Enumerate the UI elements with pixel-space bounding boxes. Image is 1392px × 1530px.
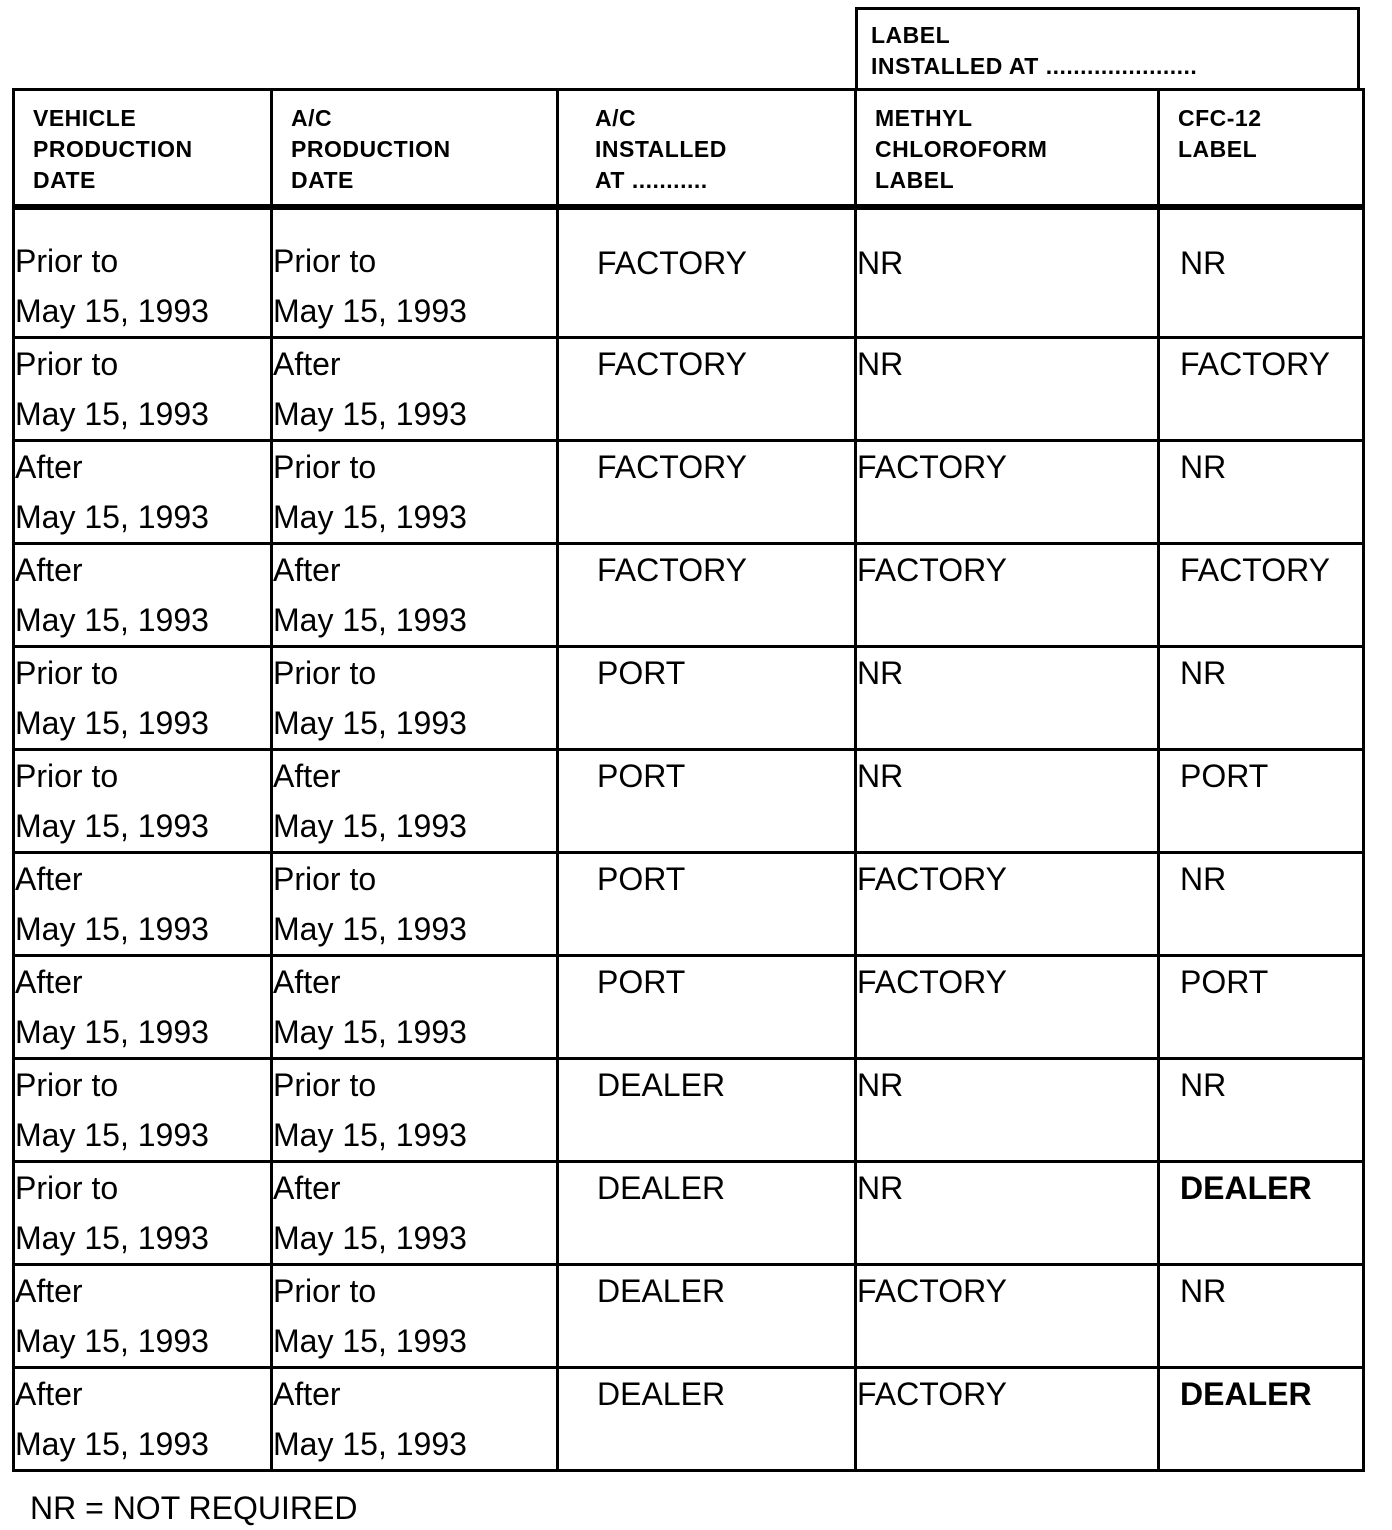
column-header-methyl-chloroform-label: METHYL CHLOROFORM LABEL	[856, 90, 1159, 207]
ac-production-date-cell: Prior to May 15, 1993	[272, 1264, 558, 1367]
column-header-cfc-12-label: CFC-12 LABEL	[1159, 90, 1364, 207]
cfc-12-label-cell: FACTORY	[1159, 543, 1364, 646]
table-row	[14, 646, 1364, 749]
methyl-chloroform-label-cell: NR	[856, 337, 1159, 440]
ac-installed-at-cell: DEALER	[558, 1367, 856, 1470]
ac-production-date-cell: Prior to May 15, 1993	[272, 207, 558, 338]
ac-installed-at-cell: PORT	[558, 749, 856, 852]
group-header-line-1: LABEL	[871, 22, 951, 48]
table-body	[14, 207, 1364, 1471]
column-header-vehicle-production-date: VEHICLE PRODUCTION DATE	[14, 90, 272, 207]
column-header-ac-production-date: A/C PRODUCTION DATE	[272, 90, 558, 207]
ac-installed-at-cell: FACTORY	[558, 440, 856, 543]
cfc-12-label-cell: PORT	[1159, 749, 1364, 852]
cfc-12-label-cell: NR	[1159, 440, 1364, 543]
ac-production-date-cell: Prior to May 15, 1993	[272, 852, 558, 955]
methyl-chloroform-label-cell: FACTORY	[856, 543, 1159, 646]
cfc-12-label-cell: DEALER	[1159, 1161, 1364, 1264]
vehicle-production-date-cell: Prior to May 15, 1993	[14, 646, 272, 749]
vehicle-production-date-cell: Prior to May 15, 1993	[14, 207, 272, 338]
table-row	[14, 955, 1364, 1058]
methyl-chloroform-label-cell: NR	[856, 749, 1159, 852]
methyl-chloroform-label-cell: NR	[856, 1058, 1159, 1161]
ac-installed-at-cell: PORT	[558, 852, 856, 955]
column-header-ac-installed-at: A/C INSTALLED AT ...........	[558, 90, 856, 207]
ac-installed-at-cell: PORT	[558, 646, 856, 749]
vehicle-production-date-cell: After May 15, 1993	[14, 1367, 272, 1470]
ac-production-date-cell: Prior to May 15, 1993	[272, 440, 558, 543]
ac-installed-at-cell: FACTORY	[558, 207, 856, 338]
ac-installed-at-cell: DEALER	[558, 1161, 856, 1264]
vehicle-production-date-cell: After May 15, 1993	[14, 955, 272, 1058]
table-row	[14, 337, 1364, 440]
ac-installed-at-cell: PORT	[558, 955, 856, 1058]
vehicle-production-date-cell: Prior to May 15, 1993	[14, 1161, 272, 1264]
ac-production-date-cell: After May 15, 1993	[272, 1161, 558, 1264]
vehicle-production-date-cell: After May 15, 1993	[14, 852, 272, 955]
ac-production-date-cell: After May 15, 1993	[272, 543, 558, 646]
ac-production-date-cell: Prior to May 15, 1993	[272, 646, 558, 749]
table-row	[14, 1367, 1364, 1470]
ac-installed-at-cell: FACTORY	[558, 543, 856, 646]
ac-production-date-cell: After May 15, 1993	[272, 749, 558, 852]
cfc-12-label-cell: NR	[1159, 1058, 1364, 1161]
table-row	[14, 1058, 1364, 1161]
vehicle-production-date-cell: After May 15, 1993	[14, 1264, 272, 1367]
vehicle-production-date-cell: After May 15, 1993	[14, 543, 272, 646]
ac-installed-at-cell: DEALER	[558, 1264, 856, 1367]
ac-installed-at-cell: DEALER	[558, 1058, 856, 1161]
table-row	[14, 1161, 1364, 1264]
table-row	[14, 1264, 1364, 1367]
label-installed-at-header	[855, 7, 1360, 89]
ac-production-date-cell: After May 15, 1993	[272, 337, 558, 440]
cfc-12-label-cell: PORT	[1159, 955, 1364, 1058]
vehicle-production-date-cell: Prior to May 15, 1993	[14, 749, 272, 852]
group-header-line-2: INSTALLED AT ......................	[871, 53, 1198, 79]
methyl-chloroform-label-cell: FACTORY	[856, 1367, 1159, 1470]
cfc-12-label-cell: NR	[1159, 207, 1364, 338]
cfc-12-label-cell: NR	[1159, 1264, 1364, 1367]
ac-production-date-cell: After May 15, 1993	[272, 1367, 558, 1470]
cfc-12-label-cell: NR	[1159, 646, 1364, 749]
table-row	[14, 543, 1364, 646]
methyl-chloroform-label-cell: FACTORY	[856, 852, 1159, 955]
cfc-12-label-cell: FACTORY	[1159, 337, 1364, 440]
table-row	[14, 440, 1364, 543]
methyl-chloroform-label-cell: FACTORY	[856, 440, 1159, 543]
vehicle-production-date-cell: Prior to May 15, 1993	[14, 1058, 272, 1161]
footnote: NR = NOT REQUIRED	[30, 1490, 358, 1526]
methyl-chloroform-label-cell: FACTORY	[856, 955, 1159, 1058]
ac-production-date-cell: Prior to May 15, 1993	[272, 1058, 558, 1161]
methyl-chloroform-label-cell: NR	[856, 646, 1159, 749]
methyl-chloroform-label-cell: FACTORY	[856, 1264, 1159, 1367]
table-row	[14, 749, 1364, 852]
cfc-12-label-cell: DEALER	[1159, 1367, 1364, 1470]
ac-installed-at-cell: FACTORY	[558, 337, 856, 440]
vehicle-production-date-cell: Prior to May 15, 1993	[14, 337, 272, 440]
table-row	[14, 852, 1364, 955]
methyl-chloroform-label-cell: NR	[856, 1161, 1159, 1264]
vehicle-production-date-cell: After May 15, 1993	[14, 440, 272, 543]
ac-production-date-cell: After May 15, 1993	[272, 955, 558, 1058]
label-requirements-table	[12, 88, 1365, 1472]
table-row	[14, 207, 1364, 338]
methyl-chloroform-label-cell: NR	[856, 207, 1159, 338]
cfc-12-label-cell: NR	[1159, 852, 1364, 955]
table-header-row	[14, 90, 1364, 207]
